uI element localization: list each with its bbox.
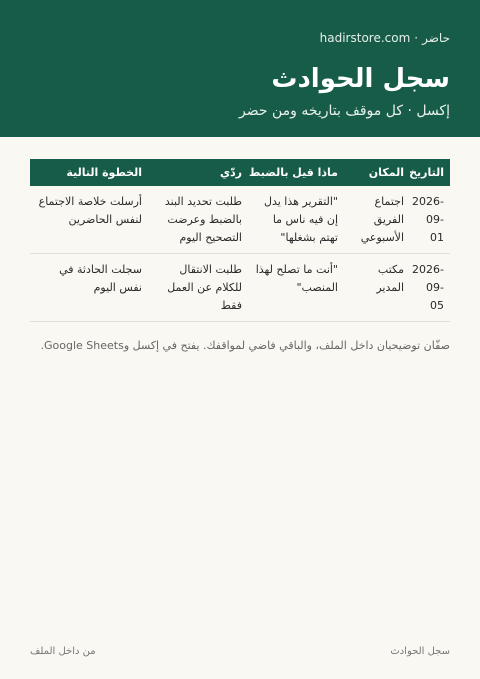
table-row [30, 186, 450, 254]
cell-said: "التقرير هذا يدل إن فيه ناس ما تهتم بشغلها" [248, 186, 344, 254]
brand-line [30, 30, 450, 46]
cell-said: "أنت ما تصلح لهذا المنصب" [248, 254, 344, 322]
cell-reply: طلبت تحديد البند بالضبط وعرضت التصحيح اليوم [148, 186, 248, 254]
page-subtitle: إكسل · كل موقف بتاريخه ومن حضر [238, 103, 450, 119]
cell-date: 2026-09-01 [410, 186, 450, 254]
column-header-place: المكان [368, 166, 404, 179]
table-note: صفّان توضيحيان داخل الملف، والباقي فاضي لمواقفك. يفتح في إكسل وGoogle Sheets. [40, 339, 450, 352]
footer-title: سجل الحوادث [390, 646, 450, 657]
cell-next: سجلت الحادثة في نفس اليوم [30, 254, 148, 322]
brand-domain[interactable]: hadirstore.com [319, 31, 411, 45]
brand-name: حاضر [422, 31, 450, 45]
cell-reply: طلبت الانتقال للكلام عن العمل فقط [148, 254, 248, 322]
footer-source: من داخل الملف [30, 646, 96, 657]
incidents-table [30, 159, 450, 322]
column-header-said: ماذا قيل بالضبط [248, 166, 338, 179]
cell-place: مكتب المدير [344, 254, 410, 322]
cell-next: أرسلت خلاصة الاجتماع لنفس الحاضرين [30, 186, 148, 254]
page-title: سجل الحوادث [271, 64, 450, 94]
main-content [0, 137, 480, 354]
cell-date: 2026-09-05 [410, 254, 450, 322]
column-header-next: الخطوة التالية [66, 166, 142, 179]
column-header-reply: ردّي [219, 166, 242, 179]
cell-place: اجتماع الفريق الأسبوعي [344, 186, 410, 254]
page-footer [30, 645, 450, 659]
table-header-row [30, 159, 450, 186]
column-header-date: التاريخ [409, 166, 444, 179]
table-row [30, 254, 450, 322]
brand-separator: · [414, 31, 419, 45]
page-header [0, 0, 480, 137]
